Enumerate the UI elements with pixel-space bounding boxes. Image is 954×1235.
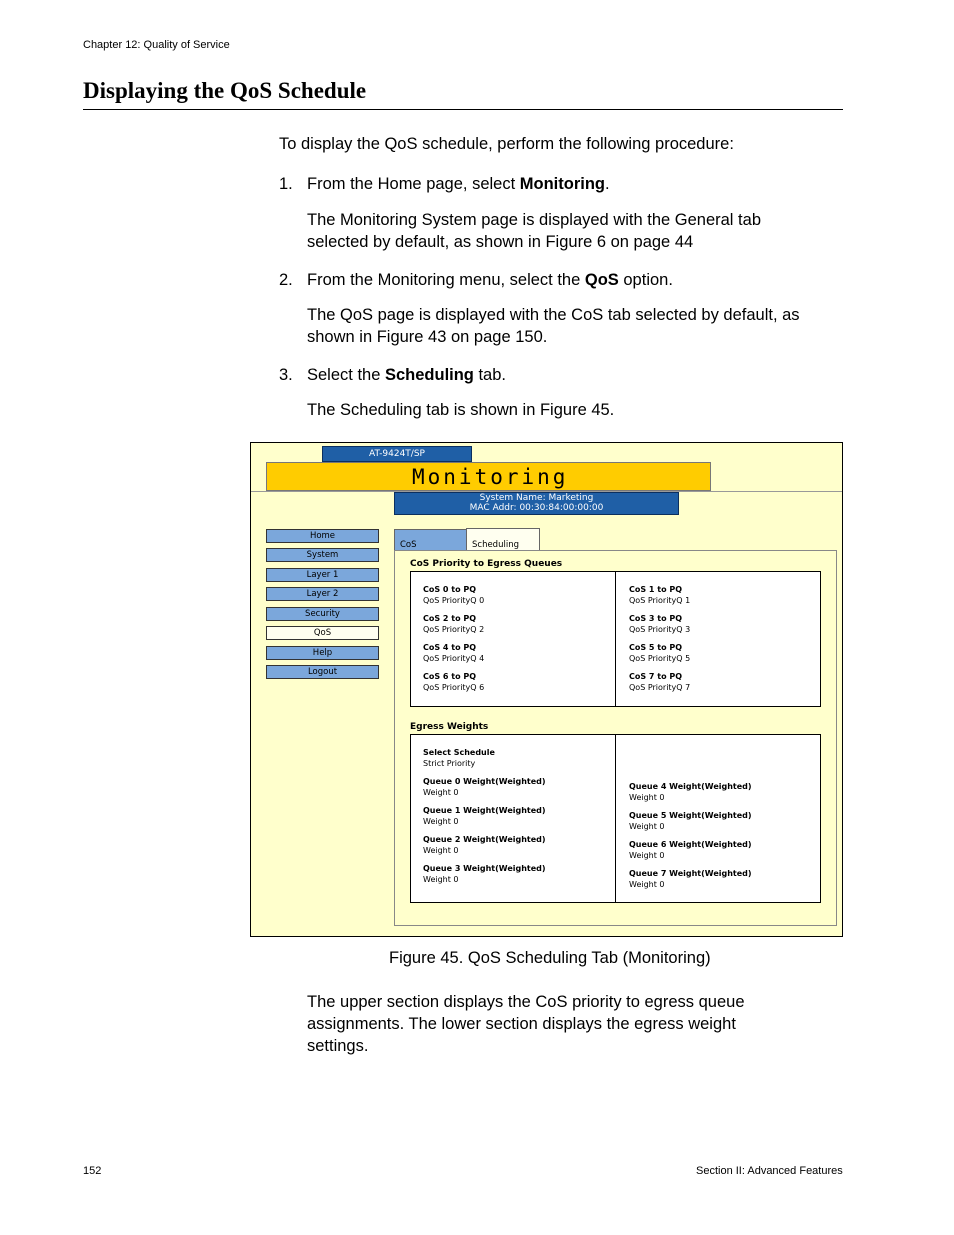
cos-entry: CoS 2 to PQ QoS PriorityQ 2 <box>423 614 485 634</box>
step-bold: QoS <box>584 271 619 289</box>
step-text-end: . <box>605 175 610 193</box>
nav-qos[interactable]: QoS <box>266 626 379 640</box>
title-rule <box>83 109 843 110</box>
step-2 <box>279 269 673 291</box>
mac-address: MAC Addr: 00:30:84:00:00:00 <box>469 503 604 513</box>
nav-help[interactable]: Help <box>266 646 379 660</box>
tab-scheduling[interactable]: Scheduling <box>466 528 540 551</box>
step-number: 3. <box>279 366 293 384</box>
step-1 <box>279 173 610 195</box>
cos-right-column <box>629 584 690 700</box>
nav-logout[interactable]: Logout <box>266 665 379 679</box>
scheduling-panel <box>394 550 837 926</box>
column-divider <box>615 572 616 706</box>
monitoring-banner <box>266 462 711 491</box>
cos-table <box>410 571 821 707</box>
nav-system[interactable]: System <box>266 548 379 562</box>
step-text: From the Home page, select <box>307 175 520 193</box>
nav-security[interactable]: Security <box>266 607 379 621</box>
banner-title: Monitoring <box>412 465 569 489</box>
egress-entry: Queue 0 Weight(Weighted) Weight 0 <box>423 777 546 797</box>
cos-entry: CoS 4 to PQ QoS PriorityQ 4 <box>423 643 485 663</box>
egress-right-column <box>629 781 752 897</box>
cos-entry: CoS 0 to PQ QoS PriorityQ 0 <box>423 585 485 605</box>
egress-entry: Queue 7 Weight(Weighted) Weight 0 <box>629 869 752 889</box>
page-number: 152 <box>83 1165 102 1177</box>
step-bold: Monitoring <box>519 175 605 193</box>
tab-cos[interactable]: CoS <box>394 529 469 552</box>
egress-entry: Queue 3 Weight(Weighted) Weight 0 <box>423 864 546 884</box>
egress-entry: Queue 1 Weight(Weighted) Weight 0 <box>423 806 546 826</box>
cos-left-column <box>423 584 484 700</box>
system-info <box>394 492 679 515</box>
step-1-note: The Monitoring System page is displayed with the General tab selected by default, as shown in Figure 6 on page 44 <box>307 211 761 251</box>
cos-entry: CoS 5 to PQ QoS PriorityQ 5 <box>629 643 691 663</box>
step-text: From the Monitoring menu, select the <box>307 271 585 289</box>
egress-entry: Queue 4 Weight(Weighted) Weight 0 <box>629 782 752 802</box>
step-3 <box>279 364 506 386</box>
egress-entry: Queue 6 Weight(Weighted) Weight 0 <box>629 840 752 860</box>
system-name: System Name: Marketing <box>479 493 594 503</box>
chapter-header: Chapter 12: Quality of Service <box>83 39 230 51</box>
egress-entry: Queue 2 Weight(Weighted) Weight 0 <box>423 835 546 855</box>
page-title: Displaying the QoS Schedule <box>83 78 367 103</box>
egress-section-title: Egress Weights <box>410 722 489 732</box>
cos-section-title: CoS Priority to Egress Queues <box>410 559 563 569</box>
step-number: 1. <box>279 175 293 193</box>
figure-screenshot <box>250 442 843 937</box>
figure-caption: Figure 45. QoS Scheduling Tab (Monitoring) <box>389 949 711 967</box>
egress-table <box>410 734 821 903</box>
cos-entry: CoS 3 to PQ QoS PriorityQ 3 <box>629 614 691 634</box>
nav-home[interactable]: Home <box>266 529 379 543</box>
step-text: Select the <box>307 366 385 384</box>
section-footer: Section II: Advanced Features <box>696 1165 843 1177</box>
model-label: AT-9424T/SP <box>322 446 472 462</box>
step-number: 2. <box>279 271 293 289</box>
egress-left-column <box>423 747 546 892</box>
step-text-end: option. <box>618 271 673 289</box>
cos-entry: CoS 1 to PQ QoS PriorityQ 1 <box>629 585 691 605</box>
step-bold: Scheduling <box>384 366 474 384</box>
closing-text: The upper section displays the CoS priority to egress queue assignments. The lower section displays the egress weight settings. <box>307 993 745 1055</box>
step-3-note: The Scheduling tab is shown in Figure 45. <box>307 401 615 419</box>
intro-text: To display the QoS schedule, perform the following procedure: <box>279 135 734 153</box>
egress-entry: Queue 5 Weight(Weighted) Weight 0 <box>629 811 752 831</box>
nav-layer2[interactable]: Layer 2 <box>266 587 379 601</box>
cos-entry: CoS 6 to PQ QoS PriorityQ 6 <box>423 672 485 692</box>
egress-entry: Select Schedule Strict Priority <box>423 748 495 768</box>
step-text-end: tab. <box>473 366 506 384</box>
nav-layer1[interactable]: Layer 1 <box>266 568 379 582</box>
cos-entry: CoS 7 to PQ QoS PriorityQ 7 <box>629 672 691 692</box>
step-2-note: The QoS page is displayed with the CoS tab selected by default, as shown in Figure 43 on page 150. <box>307 306 800 346</box>
column-divider <box>615 735 616 902</box>
